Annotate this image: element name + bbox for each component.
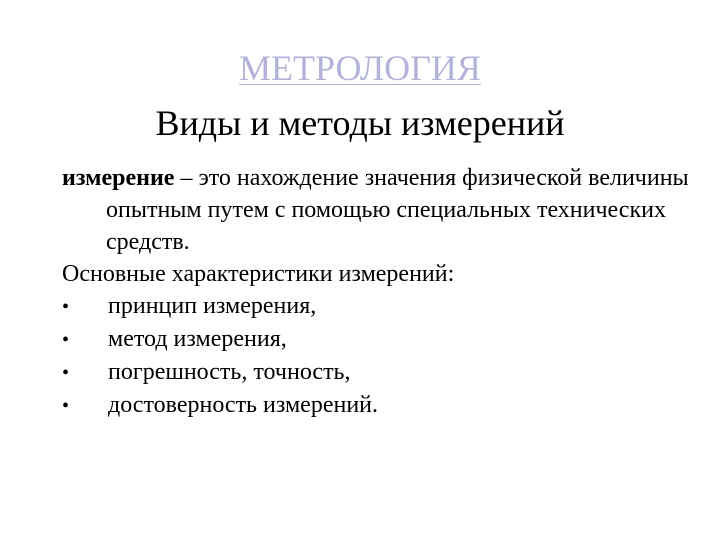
definition-text: – это нахождение значения физической величины опытным путем с помощью специальных технических средств. (106, 165, 689, 255)
list-item-text: принцип измерения, (108, 293, 317, 319)
definition-paragraph (62, 162, 702, 258)
list-item-text: погрешность, точность, (108, 359, 351, 385)
slide-title: Виды и методы измерений (155, 103, 565, 143)
subject-title (0, 46, 720, 90)
definition-term: измерение (62, 165, 175, 191)
bullet-icon: • (62, 296, 70, 318)
list-item-text: достоверность измерений. (108, 392, 379, 418)
list-item (62, 290, 702, 323)
bullet-icon: • (62, 395, 70, 417)
list-item (62, 323, 702, 356)
list-item (62, 389, 702, 422)
bullet-icon: • (62, 362, 70, 384)
subject-title-text: МЕТРОЛОГИЯ (239, 48, 481, 88)
characteristics-heading: Основные характеристики измерений: (62, 261, 455, 287)
list-item (62, 356, 702, 389)
slide-body (62, 162, 702, 422)
characteristics-list (62, 290, 702, 422)
bullet-icon: • (62, 329, 70, 351)
list-item-text: метод измерения, (108, 326, 287, 352)
